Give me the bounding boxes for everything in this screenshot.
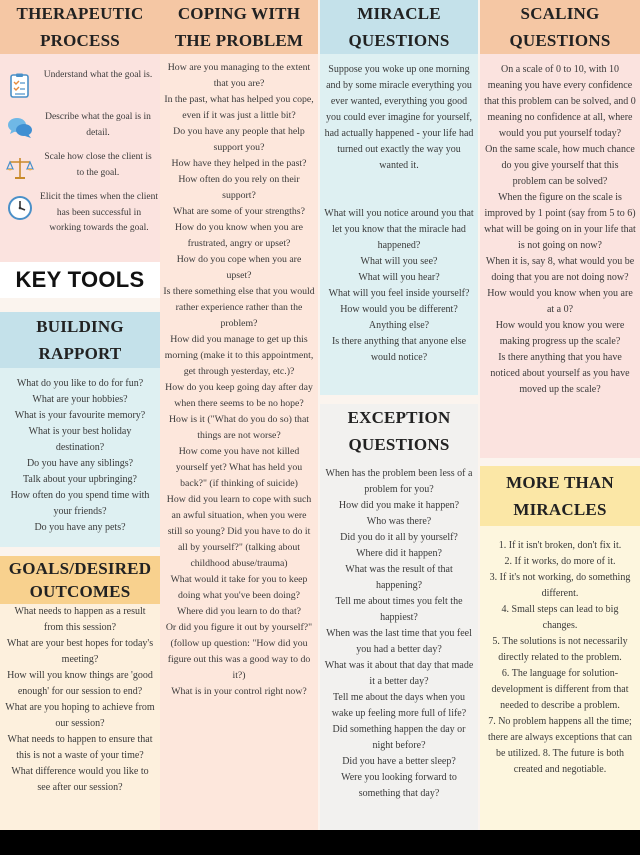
miracle-question: How would you be different? <box>340 304 458 315</box>
tool-scale-goal <box>0 150 160 190</box>
goals-question: What difference would you like to see after our session? <box>11 766 149 793</box>
exception-question: Tell me about the days when you wake up feeling more full of life? <box>331 692 467 719</box>
principle-item: 1. If it isn't broken, don't fix it. <box>498 540 622 551</box>
coping-question: How do you know when you are frustrated, angry or upset? <box>175 222 303 249</box>
principle-item: 6. The language for solution-development is different from that needed to describe a problem. <box>491 668 629 711</box>
coping-question: How come you have not killed yourself yet? What has held you back?" (if thinking of suicide) <box>175 446 303 489</box>
exception-question: Were you looking forward to something that day? <box>341 772 457 799</box>
principle-item: 7. No problem happens all the time; there are always exceptions that can be utilized. 8. The future is both created and negotiable. <box>487 716 633 775</box>
coping-question: Where did you learn to do that? <box>176 606 302 617</box>
key-tools-label: KEY TOOLS <box>0 262 160 298</box>
miracle-header: MIRACLE QUESTIONS <box>320 0 478 54</box>
tool-text <box>14 190 158 237</box>
exception-question: Who was there? <box>366 516 432 527</box>
building-rapport-header: BUILDING RAPPORT <box>0 312 160 368</box>
coping-question: How have they helped in the past? <box>171 158 307 169</box>
more-than-miracles-list <box>484 538 636 778</box>
bottom-bar <box>0 830 640 855</box>
rapport-question: Do you have any siblings? <box>26 458 134 469</box>
checklist-icon <box>6 72 34 100</box>
scaling-question: How would you know when you are at a 0? <box>487 288 633 315</box>
rapport-question: Talk about your upbringing? <box>23 474 137 485</box>
column-scaling <box>480 0 640 830</box>
goals-question: What are your best hopes for today's meeting? <box>6 638 154 665</box>
exception-question: When was the last time that you feel you had a better day? <box>326 628 472 655</box>
exception-question: Did you do it all by yourself? <box>340 532 458 543</box>
rapport-question: What are your hobbies? <box>32 394 128 405</box>
exception-question: Where did it happen? <box>356 548 442 559</box>
tool-elicit-times <box>0 190 160 252</box>
coping-question: How do you cope when you are upset? <box>176 254 302 281</box>
coping-question: What are some of your strengths? <box>173 206 305 217</box>
rapport-question: What is your favourite memory? <box>14 410 146 421</box>
scaling-header: SCALING QUESTIONS <box>480 0 640 54</box>
coping-list <box>163 60 315 700</box>
principle-item: 4. Small steps can lead to big changes. <box>501 604 619 631</box>
speech-bubble-icon <box>6 114 34 142</box>
goals-question: How will you know things are 'good enough' for our session to end? <box>7 670 153 697</box>
tool-text: Scale how close the client is to the goal. <box>44 152 152 178</box>
scaling-question: Is there anything that you have noticed about yourself as you have moved up the scale? <box>490 352 630 395</box>
exception-question: Did you have a better sleep? <box>342 756 456 767</box>
miracle-intro: Suppose you woke up one morning and by some miracle everything you ever wanted, everything you good you could ever imagine for yourself, had actually happened - your life had turned out exactly the way you wanted it. <box>324 64 474 171</box>
miracle-question: What will you hear? <box>358 272 440 283</box>
principle-item: 2. If it works, do more of it. <box>504 556 616 567</box>
coping-question: How is it ("What do you do so) that things are not worse? <box>168 414 310 441</box>
tool-text: Describe what the goal is in detail. <box>45 112 151 138</box>
exception-question: Did something happen the day or night before? <box>332 724 466 751</box>
coping-header: COPING WITH THE PROBLEM <box>160 0 318 54</box>
rapport-question: What do you like to do for fun? <box>16 378 144 389</box>
rapport-question: What is your best holiday destination? <box>28 426 132 453</box>
column-coping <box>160 0 318 830</box>
principle-item: 3. If it's not working, do something different. <box>489 572 631 599</box>
tool-text-line: Elicit the times when the client has been successful in working towards the goal. <box>40 192 158 233</box>
coping-question: How do you keep going day after day when there seems to be no hope? <box>165 382 313 409</box>
exception-question: Tell me about times you felt the happiest? <box>335 596 463 623</box>
scaling-question: On a scale of 0 to 10, with 10 meaning you have every confidence that this problem can be solved, and 0 meaning no confidence at all, where would you put yourself today? <box>484 64 636 139</box>
coping-question: Or did you figure it out by yourself?" (follow up question: "How did you figure out this was a good way to do it?) <box>165 622 313 681</box>
rapport-question: Do you have any pets? <box>34 522 126 533</box>
miracle-question: What will you notice around you that let you know that the miracle had happened? <box>324 208 474 251</box>
goals-question: What are you hoping to achieve from our session? <box>5 702 155 729</box>
exception-question: What was the result of that happening? <box>345 564 453 591</box>
scale-icon <box>6 154 34 182</box>
goals-header: GOALS/DESIRED OUTCOMES <box>0 556 160 604</box>
miracle-question: Is there anything that anyone else would notice? <box>331 336 467 363</box>
miracle-question: Anything else? <box>368 320 430 331</box>
coping-question: What would it take for you to keep doing what you've been doing? <box>170 574 308 601</box>
scaling-question: How would you know you were making progress up the scale? <box>495 320 625 347</box>
rapport-question: How often do you spend time with your friends? <box>10 490 150 517</box>
coping-question: How did you learn to cope with such an awful situation, when you were still so young? Did you have to do it all by yourself?" (talking about childhood abuse/trauma) <box>166 494 312 569</box>
goals-question: What needs to happen to ensure that this is not a waste of your time? <box>7 734 153 761</box>
principle-item: 5. The solutions is not necessarily directly related to the problem. <box>492 636 628 663</box>
tool-describe-goal <box>0 110 160 150</box>
exception-header: EXCEPTION QUESTIONS <box>320 404 478 458</box>
coping-question: How often do you rely on their support? <box>178 174 300 201</box>
more-than-miracles-header: MORE THAN MIRACLES <box>480 466 640 526</box>
exception-question: What was it about that day that made it a better day? <box>324 660 474 687</box>
scaling-question: When the figure on the scale is improved by 1 point (say from 5 to 6) what will be going on in your life that is not going on now? <box>484 192 636 251</box>
scaling-list <box>484 62 636 398</box>
building-rapport-list <box>4 376 156 536</box>
scaling-question: On the same scale, how much chance do you give yourself that this problem can be solved? <box>485 144 635 187</box>
miracle-question: What will you see? <box>360 256 438 267</box>
goals-question: What needs to happen as a result from this session? <box>14 606 146 633</box>
coping-question: Is there something else that you would rather experience rather than the problem? <box>163 286 315 329</box>
exception-question: How did you make it happen? <box>338 500 460 511</box>
goals-list <box>4 604 156 796</box>
scaling-question: When it is, say 8, what would you be doing that you are not doing now? <box>485 256 635 283</box>
coping-question: In the past, what has helped you cope, even if it was just a little bit? <box>164 94 314 121</box>
exception-list <box>323 466 475 802</box>
exception-question: When has the problem been less of a problem for you? <box>325 468 473 495</box>
column-therapeutic-process <box>0 0 160 830</box>
coping-question: How did you manage to get up this morning (make it to this appointment, get through yesterday, etc.)? <box>164 334 314 377</box>
coping-question: Do you have any people that help support you? <box>173 126 305 153</box>
tool-text: Understand what the goal is. <box>43 70 153 80</box>
column-miracle <box>320 0 478 830</box>
coping-question: How are you managing to the extent that you are? <box>167 62 311 89</box>
miracle-question: What will you feel inside yourself? <box>328 288 470 299</box>
therapeutic-process-header: THERAPEUTIC PROCESS <box>0 0 160 54</box>
tool-understand-goal <box>0 68 160 108</box>
coping-question: What is in your control right now? <box>171 686 307 697</box>
miracle-list <box>323 206 475 366</box>
